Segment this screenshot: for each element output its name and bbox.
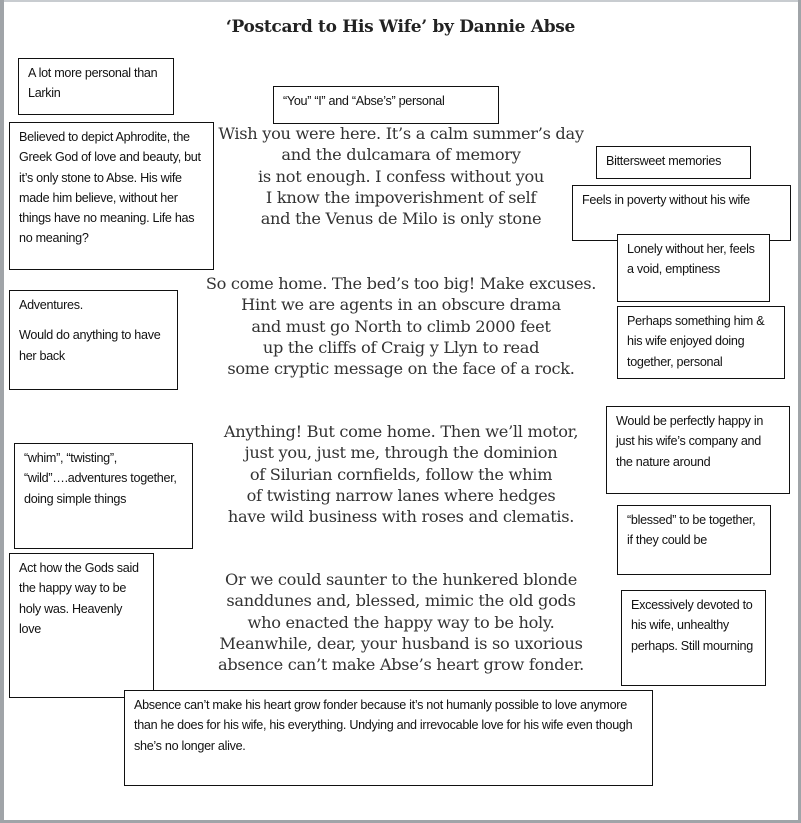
poem-line: absence can’t make Abse’s heart grow fonder. [217, 655, 585, 675]
annotation-text: Bittersweet memories [606, 154, 722, 168]
annotation-box[interactable] [273, 86, 499, 124]
annotation-text: Lonely without her, feels a void, emptiness [627, 242, 755, 277]
poem-line: have wild business with roses and clematis. [227, 507, 575, 527]
annotation-text: Would be perfectly happy in just his wife’s company and the nature around [616, 414, 764, 469]
annotation-box[interactable] [621, 590, 766, 686]
poem-line: who enacted the happy way to be holy. [247, 612, 555, 632]
annotation-box[interactable] [617, 306, 785, 379]
annotation-text: “blessed” to be together, if they could be [627, 513, 756, 548]
poem-line: up the cliffs of Craig y Llyn to read [262, 337, 540, 357]
poem-line: Or we could saunter to the hunkered blonde [224, 570, 578, 589]
poem-line: is not enough. I confess without you [257, 166, 545, 186]
poem-line: So come home. The bed’s too big! Make excuses. [205, 274, 597, 293]
annotation-text: Act how the Gods said the happy way to be holy was. Heavenly love [19, 561, 139, 636]
poem-line: of Silurian cornfields, follow the whim [249, 464, 553, 484]
annotation-text: Adventures. [19, 298, 83, 312]
annotation-text: “whim”, “twisting”, “wild”….adventures together, doing simple things [24, 451, 177, 506]
poem-line: sanddunes and, blessed, mimic the old gods [226, 591, 576, 611]
annotation-box[interactable] [18, 58, 174, 115]
poem-stanza-1 [180, 123, 622, 229]
annotation-box[interactable] [617, 505, 771, 575]
annotation-text: “You” “I” and “Abse’s” personal [283, 94, 445, 108]
page-top-edge [0, 0, 801, 2]
annotation-text: Perhaps something him & his wife enjoyed doing together, personal [627, 314, 765, 369]
poem-line: Wish you were here. It’s a calm summer’s day [218, 124, 584, 143]
poem-line: Hint we are agents in an obscure drama [241, 295, 561, 315]
annotation-box[interactable] [9, 553, 154, 698]
poem-line: I know the impoverishment of self [265, 187, 537, 207]
annotation-text: Believed to depict Aphrodite, the Greek God of love and beauty, but it’s only stone to Abse. His wife made him believe, without her things have no meaning. Life has no meaning? [19, 130, 201, 246]
annotation-box[interactable] [9, 122, 214, 270]
document-title: ‘Postcard to His Wife’ by Dannie Abse [225, 17, 576, 37]
annotation-text: Excessively devoted to his wife, unhealthy perhaps. Still mourning [631, 598, 753, 653]
annotation-box[interactable] [14, 443, 193, 549]
poem-line: of twisting narrow lanes where hedges [246, 485, 556, 505]
poem-line: and must go North to climb 2000 feet [251, 316, 551, 336]
poem-stanza-3 [180, 421, 622, 527]
annotation-box[interactable] [606, 406, 790, 494]
annotation-box[interactable] [596, 146, 751, 179]
poem-line: Meanwhile, dear, your husband is so uxorious [219, 633, 583, 653]
poem-stanza-2 [180, 273, 622, 379]
annotation-box[interactable] [9, 290, 178, 390]
poem-line: just you, just me, through the dominion [244, 443, 558, 463]
poem-line: Anything! But come home. Then we’ll motor, [223, 422, 579, 441]
poem-line: some cryptic message on the face of a rock. [227, 359, 575, 379]
annotation-box[interactable] [617, 234, 770, 302]
annotation-text: Would do anything to have her back [19, 328, 161, 363]
poem-line: and the dulcamara of memory [281, 145, 521, 165]
annotation-box[interactable] [572, 185, 791, 241]
page-left-edge [0, 0, 4, 823]
annotation-text: Absence can’t make his heart grow fonder because it’s not humanly possible to love anymore than he does for his wife, his everything. Undying and irrevocable love for his wife even though she’s no longer alive. [134, 698, 633, 753]
annotation-text: A lot more personal than Larkin [28, 66, 158, 101]
poem-stanza-4 [180, 569, 622, 675]
annotation-text: Feels in poverty without his wife [582, 193, 750, 207]
poem-line: and the Venus de Milo is only stone [260, 209, 542, 229]
annotation-box[interactable] [124, 690, 653, 786]
